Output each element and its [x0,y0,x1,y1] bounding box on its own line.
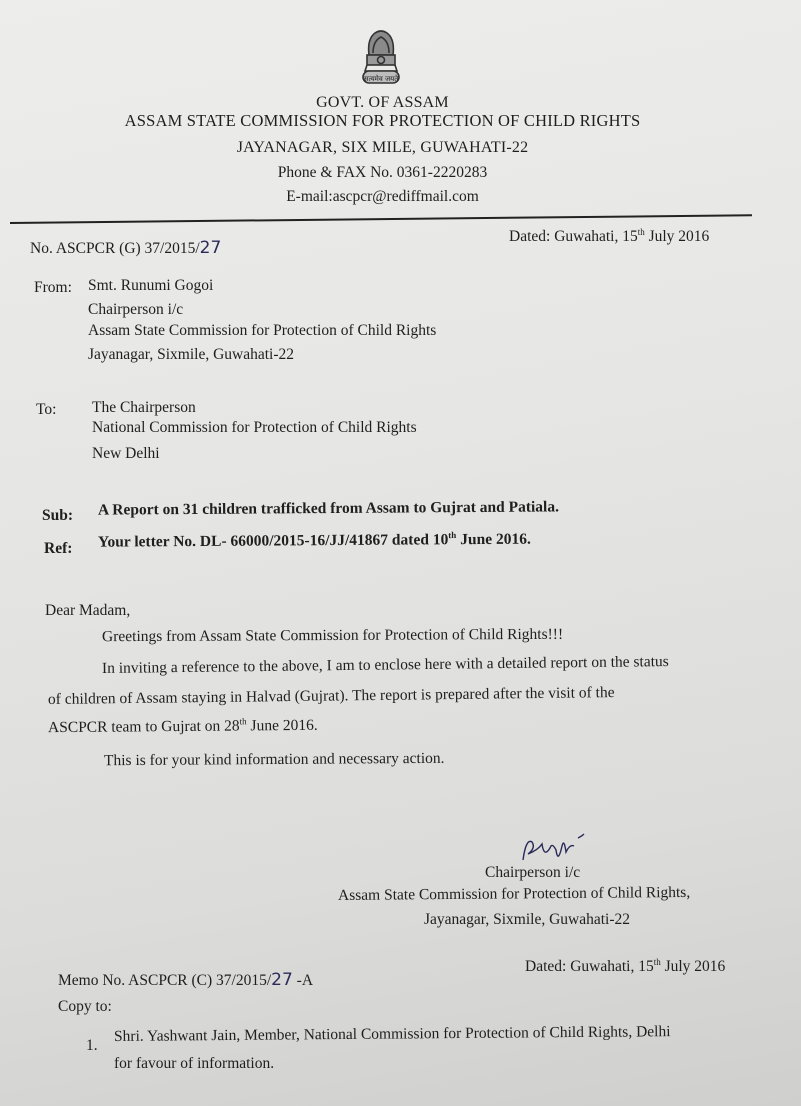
signatory-title: Chairperson i/c [485,864,581,881]
signatory-address: Jayanagar, Sixmile, Guwahati-22 [424,911,630,928]
subject-text: A Report on 31 children trafficked from Assam to Gujrat and Patiala. [97,498,560,519]
closing-line: This is for your kind information and necessary action. [103,749,445,770]
signatory-org: Assam State Commission for Protection of Child Rights, [337,883,691,904]
memo-number: Memo No. ASCPCR (C) 37/2015/27 -A [58,970,314,990]
header-email: E-mail:ascpcr@rediffmail.com [286,188,479,205]
subject-label: Sub: [42,507,74,524]
from-org: Assam State Commission for Protection of Child Rights [88,322,437,339]
header-address: JAYANAGAR, SIX MILE, GUWAHATI-22 [236,139,529,156]
from-label: From: [34,279,72,296]
header-govt: GOVT. OF ASSAM [316,94,449,111]
para1-line3: ASCPCR team to Gujrat on 28th June 2016. [47,716,318,737]
to-label: To: [36,401,57,418]
to-org: National Commission for Protection of Child Rights [92,419,417,436]
handwritten-number: 27 [199,238,222,258]
header-divider [10,214,752,224]
reference-label: Ref: [44,540,73,557]
from-address: Jayanagar, Sixmile, Guwahati-22 [88,346,294,363]
reference-text: Your letter No. DL- 66000/2015-16/JJ/41867 dated 10th June 2016. [97,530,531,551]
from-title: Chairperson i/c [88,301,184,318]
para1-line1: In inviting a reference to the above, I am to enclose here with a detailed report on the status [101,653,669,677]
copy-item-number: 1. [86,1037,98,1054]
reference-number: No. ASCPCR (G) 37/2015/27 [30,238,222,258]
copy-item-line1: Shri. Yashwant Jain, Member, National Commission for Protection of Child Rights, Delhi [113,1023,671,1045]
to-address: New Delhi [92,445,160,462]
salutation: Dear Madam, [45,602,131,619]
greeting: Greetings from Assam State Commission for Protection of Child Rights!!! [101,625,564,646]
state-emblem-icon [355,25,407,89]
svg-text:सत्यमेव जयते: सत्यमेव जयते [363,75,399,83]
memo-date: Dated: Guwahati, 15th July 2016 [525,957,726,976]
copy-to-label: Copy to: [58,998,112,1015]
from-name: Smt. Runumi Gogoi [88,277,214,294]
header-phone: Phone & FAX No. 0361-2220283 [277,164,488,181]
handwritten-memo-number: 27 [271,970,293,990]
para1-line2: of children of Assam staying in Halvad (Gujrat). The report is prepared after the visit of the [47,684,615,708]
header-commission: ASSAM STATE COMMISSION FOR PROTECTION OF CHILD RIGHTS [124,111,641,130]
to-name: The Chairperson [92,399,196,416]
letter-date: Dated: Guwahati, 15th July 2016 [509,227,710,246]
copy-item-line2: for favour of information. [114,1055,275,1072]
